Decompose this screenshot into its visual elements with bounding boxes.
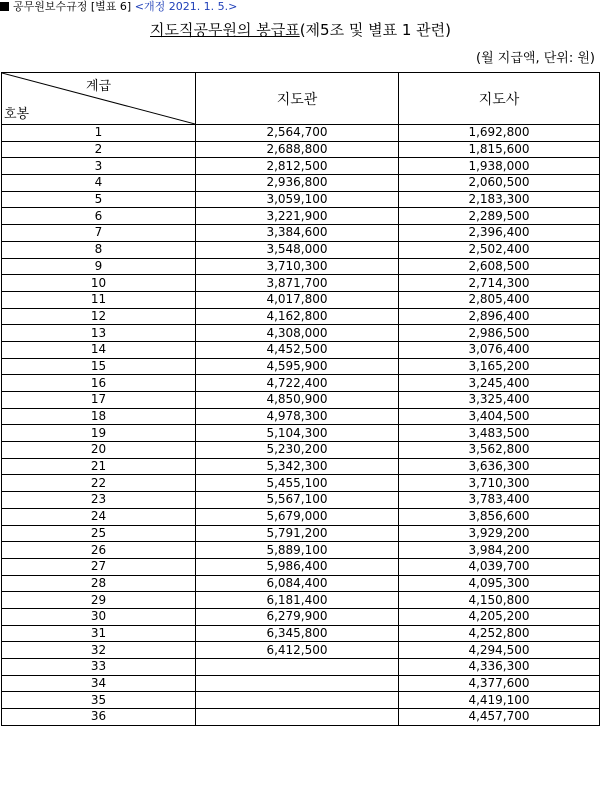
step-cell: 30: [2, 608, 196, 625]
jidosa-salary-cell: 3,245,400: [399, 375, 600, 392]
jidosa-salary-cell: 3,165,200: [399, 358, 600, 375]
step-cell: 27: [2, 558, 196, 575]
jidogwan-salary-cell: 3,059,100: [196, 191, 399, 208]
step-cell: 33: [2, 659, 196, 676]
jidosa-salary-cell: 2,714,300: [399, 275, 600, 292]
table-row: [2, 592, 600, 609]
salary-table: [1, 72, 600, 726]
table-row: [2, 542, 600, 559]
step-cell: 22: [2, 475, 196, 492]
jidosa-salary-cell: 3,483,500: [399, 425, 600, 442]
jidogwan-salary-cell: 4,308,000: [196, 325, 399, 342]
jidogwan-salary-cell: 5,230,200: [196, 442, 399, 459]
table-row: [2, 492, 600, 509]
jidosa-salary-cell: 1,938,000: [399, 158, 600, 175]
regulation-name: 공무원보수규정: [13, 0, 88, 13]
jidogwan-salary-cell: 3,710,300: [196, 258, 399, 275]
jidogwan-salary-cell: 5,455,100: [196, 475, 399, 492]
jidogwan-salary-cell: 2,812,500: [196, 158, 399, 175]
step-cell: 2: [2, 141, 196, 158]
page-title: [0, 20, 601, 40]
table-row: [2, 392, 600, 409]
table-row: [2, 208, 600, 225]
jidosa-salary-cell: 3,636,300: [399, 458, 600, 475]
table-row: [2, 275, 600, 292]
table-row: [2, 458, 600, 475]
jidosa-salary-cell: 4,039,700: [399, 558, 600, 575]
jidosa-salary-cell: 2,289,500: [399, 208, 600, 225]
jidogwan-salary-cell: 4,595,900: [196, 358, 399, 375]
jidogwan-salary-cell: [196, 675, 399, 692]
table-row: [2, 675, 600, 692]
step-cell: 11: [2, 291, 196, 308]
step-cell: 7: [2, 225, 196, 242]
jidosa-salary-cell: 3,856,600: [399, 508, 600, 525]
step-cell: 4: [2, 175, 196, 192]
step-cell: 32: [2, 642, 196, 659]
table-row: [2, 642, 600, 659]
step-cell: 24: [2, 508, 196, 525]
jidogwan-salary-cell: 4,017,800: [196, 291, 399, 308]
jidogwan-salary-cell: 6,345,800: [196, 625, 399, 642]
jidosa-salary-cell: 3,076,400: [399, 341, 600, 358]
step-cell: 16: [2, 375, 196, 392]
jidosa-salary-cell: 4,457,700: [399, 709, 600, 726]
step-cell: 14: [2, 341, 196, 358]
step-label: 호봉: [4, 107, 30, 122]
jidosa-salary-cell: 3,404,500: [399, 408, 600, 425]
table-row: [2, 358, 600, 375]
step-cell: 12: [2, 308, 196, 325]
step-cell: 21: [2, 458, 196, 475]
column-header-jidosa: 지도사: [399, 73, 600, 125]
jidosa-salary-cell: 3,562,800: [399, 442, 600, 459]
step-cell: 3: [2, 158, 196, 175]
table-row: [2, 508, 600, 525]
table-row: [2, 375, 600, 392]
jidosa-salary-cell: 4,377,600: [399, 675, 600, 692]
step-cell: 9: [2, 258, 196, 275]
jidogwan-salary-cell: 6,181,400: [196, 592, 399, 609]
jidosa-salary-cell: 3,984,200: [399, 542, 600, 559]
jidogwan-salary-cell: 4,162,800: [196, 308, 399, 325]
table-row: [2, 141, 600, 158]
jidogwan-salary-cell: 3,548,000: [196, 241, 399, 258]
jidogwan-salary-cell: 4,722,400: [196, 375, 399, 392]
jidosa-salary-cell: 2,396,400: [399, 225, 600, 242]
title-main: 지도직공무원의 봉급표: [150, 21, 300, 39]
step-cell: 35: [2, 692, 196, 709]
regulation-header: [0, 0, 237, 14]
step-cell: 6: [2, 208, 196, 225]
step-cell: 36: [2, 709, 196, 726]
jidogwan-salary-cell: 6,084,400: [196, 575, 399, 592]
step-cell: 20: [2, 442, 196, 459]
jidosa-salary-cell: 4,095,300: [399, 575, 600, 592]
jidosa-salary-cell: 3,325,400: [399, 392, 600, 409]
table-row: [2, 692, 600, 709]
jidosa-salary-cell: 1,815,600: [399, 141, 600, 158]
jidogwan-salary-cell: 5,679,000: [196, 508, 399, 525]
table-row: [2, 325, 600, 342]
table-row: [2, 225, 600, 242]
jidosa-salary-cell: 4,252,800: [399, 625, 600, 642]
table-row: [2, 425, 600, 442]
step-cell: 23: [2, 492, 196, 509]
appendix-label: [별표 6]: [90, 0, 132, 13]
jidosa-salary-cell: 2,060,500: [399, 175, 600, 192]
jidosa-salary-cell: 3,929,200: [399, 525, 600, 542]
table-row: [2, 442, 600, 459]
step-cell: 15: [2, 358, 196, 375]
bullet-square-icon: [0, 2, 9, 11]
step-cell: 8: [2, 241, 196, 258]
table-row: [2, 158, 600, 175]
jidogwan-salary-cell: 2,936,800: [196, 175, 399, 192]
column-header-jidogwan: 지도관: [196, 73, 399, 125]
jidosa-salary-cell: 4,336,300: [399, 659, 600, 676]
table-row: [2, 408, 600, 425]
jidogwan-salary-cell: [196, 659, 399, 676]
jidosa-salary-cell: 2,502,400: [399, 241, 600, 258]
step-cell: 13: [2, 325, 196, 342]
jidogwan-salary-cell: 6,279,900: [196, 608, 399, 625]
jidogwan-salary-cell: 2,688,800: [196, 141, 399, 158]
grade-label: 계급: [85, 79, 112, 94]
jidogwan-salary-cell: 4,452,500: [196, 341, 399, 358]
jidogwan-salary-cell: 5,342,300: [196, 458, 399, 475]
step-cell: 26: [2, 542, 196, 559]
table-row: [2, 191, 600, 208]
jidogwan-salary-cell: 3,871,700: [196, 275, 399, 292]
jidosa-salary-cell: 4,294,500: [399, 642, 600, 659]
table-row: [2, 625, 600, 642]
jidogwan-salary-cell: 3,384,600: [196, 225, 399, 242]
jidosa-salary-cell: 2,986,500: [399, 325, 600, 342]
table-row: [2, 525, 600, 542]
step-cell: 31: [2, 625, 196, 642]
title-sub: (제5조 및 별표 1 관련): [299, 21, 451, 39]
jidosa-salary-cell: 2,183,300: [399, 191, 600, 208]
table-body: [2, 125, 600, 726]
jidosa-salary-cell: 4,205,200: [399, 608, 600, 625]
jidogwan-salary-cell: 5,791,200: [196, 525, 399, 542]
jidosa-salary-cell: 2,608,500: [399, 258, 600, 275]
step-cell: 5: [2, 191, 196, 208]
step-cell: 25: [2, 525, 196, 542]
table-row: [2, 709, 600, 726]
jidosa-salary-cell: 2,896,400: [399, 308, 600, 325]
table-row: [2, 175, 600, 192]
jidogwan-salary-cell: [196, 692, 399, 709]
table-header-row: [2, 73, 600, 125]
step-cell: 10: [2, 275, 196, 292]
jidogwan-salary-cell: 4,850,900: [196, 392, 399, 409]
table-row: [2, 475, 600, 492]
jidosa-salary-cell: 1,692,800: [399, 125, 600, 142]
table-row: [2, 308, 600, 325]
table-row: [2, 341, 600, 358]
jidogwan-salary-cell: [196, 709, 399, 726]
step-cell: 18: [2, 408, 196, 425]
jidogwan-salary-cell: 2,564,700: [196, 125, 399, 142]
step-cell: 28: [2, 575, 196, 592]
step-cell: 19: [2, 425, 196, 442]
jidogwan-salary-cell: 6,412,500: [196, 642, 399, 659]
jidosa-salary-cell: 4,150,800: [399, 592, 600, 609]
jidosa-salary-cell: 2,805,400: [399, 291, 600, 308]
table-row: [2, 608, 600, 625]
step-cell: 29: [2, 592, 196, 609]
step-cell: 34: [2, 675, 196, 692]
jidogwan-salary-cell: 3,221,900: [196, 208, 399, 225]
jidosa-salary-cell: 3,710,300: [399, 475, 600, 492]
jidogwan-salary-cell: 5,104,300: [196, 425, 399, 442]
jidogwan-salary-cell: 5,567,100: [196, 492, 399, 509]
jidosa-salary-cell: 4,419,100: [399, 692, 600, 709]
jidogwan-salary-cell: 4,978,300: [196, 408, 399, 425]
step-cell: 1: [2, 125, 196, 142]
table-row: [2, 291, 600, 308]
step-cell: 17: [2, 392, 196, 409]
table-row: [2, 258, 600, 275]
jidogwan-salary-cell: 5,889,100: [196, 542, 399, 559]
table-row: [2, 558, 600, 575]
table-row: [2, 659, 600, 676]
table-row: [2, 575, 600, 592]
unit-note: (월 지급액, 단위: 원): [476, 51, 595, 66]
table-row: [2, 125, 600, 142]
table-row: [2, 241, 600, 258]
corner-header-cell: [2, 73, 196, 125]
amendment-link[interactable]: <개정 2021. 1. 5.>: [134, 0, 238, 13]
jidosa-salary-cell: 3,783,400: [399, 492, 600, 509]
jidogwan-salary-cell: 5,986,400: [196, 558, 399, 575]
